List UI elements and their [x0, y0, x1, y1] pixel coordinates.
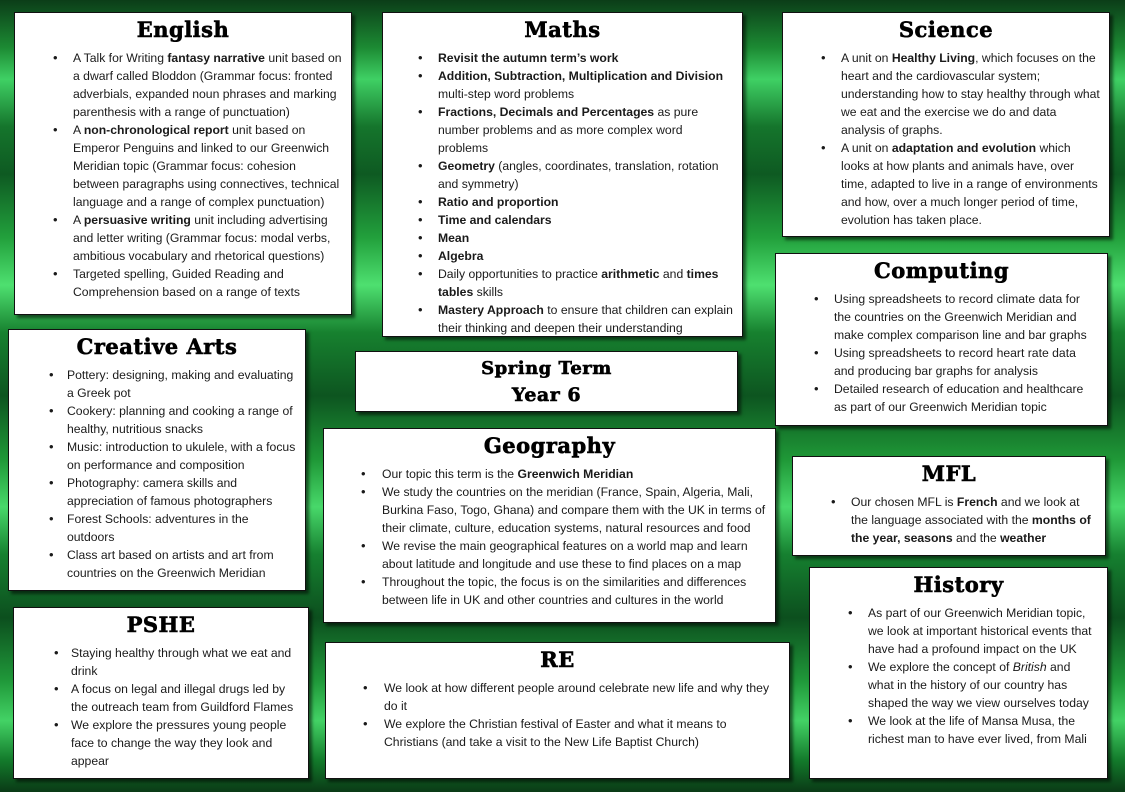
list-item	[391, 49, 734, 67]
item-text: We revise the main geographical features on a world map and learn about latitude and longitude and use these to find places on a map	[382, 539, 748, 571]
science-list	[791, 49, 1101, 229]
re-list	[334, 679, 781, 751]
history-list	[818, 604, 1099, 748]
list-item	[391, 301, 734, 337]
item-text: We look at the life of Mansa Musa, the richest man to have ever lived, from Mali	[868, 714, 1087, 746]
item-text: Detailed research of education and healthcare as part of our Greenwich Meridian topic	[834, 382, 1084, 414]
list-item	[391, 247, 734, 265]
item-text: Music: introduction to ukulele, with a focus on performance and composition	[67, 440, 296, 472]
item-text: , which focuses on the heart and the cardiovascular system; understanding how to stay healthy through what we eat and the exercise we do and data analysis of graphs.	[841, 51, 1100, 137]
list-item	[334, 715, 781, 751]
list-item	[17, 366, 297, 402]
list-item	[23, 49, 343, 121]
item-text: Throughout the topic, the focus is on the similarities and differences between life in UK and other countries and cultures in the world	[382, 575, 747, 607]
list-item	[784, 290, 1099, 344]
creative-arts-panel	[8, 329, 306, 591]
item-text: (angles, coordinates, translation, rotation and symmetry)	[438, 159, 719, 191]
item-text: We explore the pressures young people face to change the way they look and appear	[71, 718, 287, 768]
item-text: A focus on legal and illegal drugs led by the outreach team from Guildford Flames	[71, 682, 294, 714]
list-item	[818, 658, 1099, 712]
item-emphasis: Healthy Living	[891, 51, 976, 65]
item-emphasis: times tables	[438, 267, 719, 299]
list-item	[22, 680, 300, 716]
item-emphasis: Geometry	[438, 159, 495, 173]
item-text: Class art based on artists and art from countries on the Greenwich Meridian	[67, 548, 274, 580]
spring-term-title: Spring Term	[481, 358, 612, 379]
maths-title: Maths	[524, 17, 601, 42]
list-item	[818, 604, 1099, 658]
item-text: Our chosen MFL is	[851, 495, 957, 509]
item-emphasis: adaptation and evolution	[891, 141, 1037, 155]
maths-list	[391, 49, 734, 337]
science-panel	[782, 12, 1110, 237]
item-emphasis: months of the year, seasons	[851, 513, 1091, 545]
item-emphasis: Mean	[438, 231, 470, 245]
item-text: We look at how different people around celebrate new life and why they do it	[384, 681, 770, 713]
item-text: A	[73, 123, 84, 137]
item-text: Daily opportunities to practice	[438, 267, 602, 281]
item-emphasis: Ratio and proportion	[438, 195, 559, 209]
maths-panel	[382, 12, 743, 337]
item-emphasis: persuasive writing	[83, 213, 191, 227]
item-text: A unit on	[841, 51, 892, 65]
list-item	[332, 465, 767, 483]
english-list	[23, 49, 343, 301]
pshe-list	[22, 644, 300, 770]
list-item	[23, 265, 343, 301]
list-item	[17, 546, 297, 582]
item-text: As part of our Greenwich Meridian topic, we look at important historical events that have had a profound impact on the UK	[868, 606, 1092, 656]
year-label: Year 6	[511, 384, 582, 406]
item-text: Targeted spelling, Guided Reading and Comprehension based on a range of texts	[73, 267, 300, 299]
item-emphasis: Addition, Subtraction, Multiplication and Division	[438, 69, 724, 83]
item-text: Staying healthy through what we eat and drink	[71, 646, 292, 678]
item-emphasis: non-chronological report	[83, 123, 229, 137]
list-item	[332, 573, 767, 609]
item-emphasis: French	[956, 495, 998, 509]
list-item	[22, 644, 300, 680]
list-item	[391, 265, 734, 301]
list-item	[791, 49, 1101, 139]
english-title: English	[136, 17, 230, 42]
item-text: unit including advertising and letter writing (Grammar focus: modal verbs, ambitious vocabulary and rhetorical questions)	[73, 213, 331, 263]
item-emphasis: weather	[1000, 531, 1047, 545]
item-emphasis: Algebra	[438, 249, 484, 263]
list-item	[784, 380, 1099, 416]
item-text: Using spreadsheets to record heart rate data and producing bar graphs for analysis	[834, 346, 1076, 378]
list-item	[17, 402, 297, 438]
item-text: A unit on	[841, 141, 892, 155]
item-text: which looks at how plants and animals have, over time, adapted to live in a range of environments and how, over a much longer period of time, evolution has taken place.	[841, 141, 1098, 227]
list-item	[791, 139, 1101, 229]
item-text: Our topic this term is the	[382, 467, 518, 481]
creative-arts-title: Creative Arts	[76, 334, 238, 359]
list-item	[391, 229, 734, 247]
spring-term-panel	[355, 351, 738, 412]
computing-panel	[775, 253, 1108, 426]
creative-arts-list	[17, 366, 297, 582]
item-text: and what in the history of our country has shaped the way we view ourselves today	[868, 660, 1089, 710]
geography-panel	[323, 428, 776, 623]
list-item	[332, 483, 767, 537]
list-item	[391, 67, 734, 103]
mfl-title: MFL	[921, 461, 977, 486]
list-item	[23, 211, 343, 265]
item-text: Photography: camera skills and appreciation of famous photographers	[67, 476, 273, 508]
item-text: unit based on a dwarf called Bloddon (Grammar focus: fronted adverbials, expanded noun phrases and marking parenthesis with a range of punctuation)	[73, 51, 342, 119]
list-item	[23, 121, 343, 211]
list-item	[391, 157, 734, 193]
item-text: multi-step word problems	[438, 87, 575, 101]
history-title: History	[913, 572, 1004, 597]
computing-title: Computing	[873, 258, 1010, 283]
geography-title: Geography	[483, 433, 616, 458]
list-item	[391, 211, 734, 229]
item-text: We study the countries on the meridian (France, Spain, Algeria, Mali, Burkina Faso, Togo, Ghana) and compare them with the UK in terms of their climate, culture, education systems, natural resources and food	[382, 485, 766, 535]
computing-list	[784, 290, 1099, 416]
item-emphasis: Time and calendars	[438, 213, 552, 227]
list-item	[332, 537, 767, 573]
item-text: unit based on Emperor Penguins and linked to our Greenwich Meridian topic (Grammar focus: cohesion between paragraphs using connectives, technical language and a range of complex punctuation)	[73, 123, 340, 209]
item-text: as pure number problems and as more complex word problems	[438, 105, 699, 155]
item-italic: British	[1012, 660, 1047, 674]
list-item	[391, 193, 734, 211]
item-text: Pottery: designing, making and evaluating a Greek pot	[67, 368, 294, 400]
list-item	[801, 493, 1097, 547]
list-item	[17, 474, 297, 510]
item-text: and the	[952, 531, 1001, 545]
item-text: Using spreadsheets to record climate data for the countries on the Greenwich Meridian and make complex comparison line and bar graphs	[834, 292, 1087, 342]
english-panel	[14, 12, 352, 315]
geography-list	[332, 465, 767, 609]
list-item	[17, 438, 297, 474]
history-panel	[809, 567, 1108, 779]
item-emphasis: Fractions, Decimals and Percentages	[438, 105, 655, 119]
item-text: skills	[473, 285, 504, 299]
pshe-title: PSHE	[126, 612, 196, 637]
item-emphasis: Greenwich Meridian	[517, 467, 634, 481]
item-text: and	[659, 267, 687, 281]
list-item	[334, 679, 781, 715]
list-item	[818, 712, 1099, 748]
re-title: RE	[540, 647, 575, 672]
item-text: and we look at the language associated with the	[851, 495, 1080, 527]
list-item	[17, 510, 297, 546]
item-emphasis: arithmetic	[601, 267, 660, 281]
item-text: Cookery: planning and cooking a range of healthy, nutritious snacks	[67, 404, 293, 436]
science-title: Science	[898, 17, 994, 42]
list-item	[391, 103, 734, 157]
mfl-list	[801, 493, 1097, 547]
pshe-panel	[13, 607, 309, 779]
item-text: We explore the concept of	[868, 660, 1013, 674]
item-text: A Talk for Writing	[73, 51, 168, 65]
list-item	[22, 716, 300, 770]
item-text: We explore the Christian festival of Easter and what it means to Christians (and take a visit to the New Life Baptist Church)	[384, 717, 727, 749]
item-text: to ensure that children can explain their thinking and deepen their understanding	[438, 303, 733, 335]
item-emphasis: fantasy narrative	[167, 51, 265, 65]
mfl-panel	[792, 456, 1106, 556]
re-panel	[325, 642, 790, 779]
item-text: Forest Schools: adventures in the outdoors	[67, 512, 249, 544]
item-text: A	[73, 213, 84, 227]
list-item	[784, 344, 1099, 380]
item-emphasis: Mastery Approach	[438, 303, 544, 317]
item-emphasis: Revisit the autumn term’s work	[438, 51, 619, 65]
